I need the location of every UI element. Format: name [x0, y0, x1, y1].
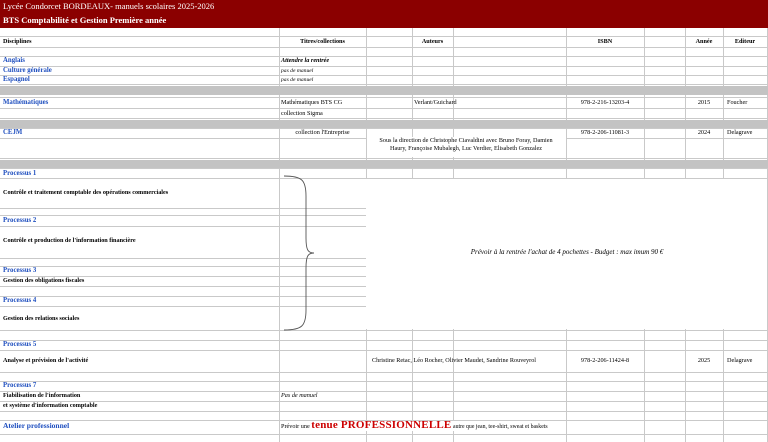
- processus-7-desc-line1: Fiabilisation de l'information: [3, 392, 81, 399]
- grid-hline: [0, 36, 768, 37]
- grid-hline: [0, 372, 768, 373]
- culture-title: pas de manuel: [281, 68, 314, 74]
- processus-2-label: Processus 2: [3, 217, 37, 224]
- atelier-note: [281, 421, 550, 431]
- separator-band: [0, 86, 768, 95]
- processus-4-desc: Gestion des relations sociales: [3, 315, 80, 322]
- processus-5-authors: Christine Retac, Léo Rocher, Olivier Maudet, Sandrine Rouveyrol: [372, 357, 537, 364]
- processus-5-publisher: Delagrave: [727, 357, 753, 364]
- col-header-editeur: Editeur: [734, 38, 756, 45]
- processus-7-title: Pas de manuel: [281, 392, 318, 399]
- maths-authors: Verlant/Guichard: [414, 99, 457, 106]
- grid-hline: [0, 168, 768, 169]
- discipline-atelier: Atelier professionnel: [3, 421, 70, 430]
- maths-year: 2015: [697, 99, 711, 106]
- anglais-title: Attendre la rentrée: [281, 57, 330, 64]
- grid-hline: [0, 411, 768, 412]
- maths-isbn: 978-2-216-13203-4: [580, 99, 630, 106]
- espagnol-title: pas de manuel: [281, 77, 314, 83]
- processus-5-isbn: 978-2-206-11424-8: [580, 357, 630, 364]
- grid-hline: [0, 158, 768, 159]
- atelier-pre: Prévoir une: [281, 423, 310, 430]
- discipline-maths: Mathématiques: [3, 99, 49, 106]
- maths-publisher: Foucher: [727, 99, 748, 106]
- budget-note: Prévoir à la rentrée l'achat de 4 pochettes - Budget : max imum 90 €: [470, 248, 664, 256]
- sheet-subtitle: BTS Comptabilité et Gestion Première année: [0, 14, 768, 28]
- grid-hline: [0, 340, 768, 341]
- col-header-annee: Année: [695, 38, 713, 45]
- processus-3-label: Processus 3: [3, 267, 37, 274]
- processus-1-label: Processus 1: [3, 170, 37, 177]
- grid-hline: [0, 97, 768, 98]
- col-header-isbn: ISBN: [597, 38, 613, 45]
- grid-hline: [0, 47, 768, 48]
- discipline-cejm: CEJM: [3, 129, 23, 136]
- discipline-culture: Culture générale: [3, 67, 52, 74]
- maths-title2: collection Sigma: [281, 110, 323, 117]
- grid-hline: [0, 84, 768, 85]
- grid-hline: [0, 391, 768, 392]
- processus-7-desc-line2: et système d'information comptable: [3, 402, 98, 409]
- col-header-auteurs: Auteurs: [421, 38, 444, 45]
- atelier-post: autre que jean, tee-shirt, sweat et baskets: [453, 424, 548, 430]
- sheet-title: Lycée Condorcet BORDEAUX- manuels scolaires 2025-2026: [0, 0, 768, 14]
- atelier-emphasis: tenue PROFESSIONNELLE: [311, 419, 452, 431]
- grid-hline: [0, 401, 768, 402]
- discipline-anglais: Anglais: [3, 57, 25, 64]
- grid-hline: [0, 118, 768, 119]
- grid-hline: [0, 108, 768, 109]
- cejm-authors-line2: Haury, Françoise Mubalegh, Luc Verdier, Elisabeth Gonzalez: [390, 145, 542, 152]
- grid-hline: [0, 75, 768, 76]
- grid-hline: [0, 381, 768, 382]
- grid-hline: [0, 330, 768, 331]
- grid-hline: [0, 434, 768, 435]
- maths-title: Mathématiques BTS CG: [281, 99, 343, 106]
- col-header-disciplines: Disciplines: [3, 38, 32, 45]
- cejm-title: collection l'Entreprise: [295, 129, 350, 136]
- cejm-year: 2024: [697, 129, 711, 136]
- discipline-espagnol: Espagnol: [3, 76, 30, 83]
- processus-5-desc: Analyse et prévision de l'activité: [3, 357, 89, 364]
- processus-5-label: Processus 5: [3, 341, 37, 348]
- cejm-publisher: Delagrave: [727, 129, 753, 136]
- separator-band: [0, 160, 768, 168]
- processus-2-desc: Contrôle et production de l'information financière: [3, 237, 136, 244]
- processus-3-desc: Gestion des obligations fiscales: [3, 277, 85, 284]
- cejm-isbn: 978-2-206-11081-3: [580, 129, 630, 136]
- processus-4-label: Processus 4: [3, 297, 37, 304]
- processus-7-label: Processus 7: [3, 382, 37, 389]
- grid-hline: [0, 350, 768, 351]
- grid-hline: [0, 56, 768, 57]
- processus-1-desc: Contrôle et traitement comptable des opérations commerciales: [3, 189, 169, 196]
- processus-5-year: 2025: [697, 357, 711, 364]
- grid-hline: [0, 66, 768, 67]
- curly-brace-icon: [282, 174, 316, 332]
- col-header-titres: Titres/collections: [300, 38, 345, 45]
- grid-hline: [0, 128, 768, 129]
- separator-band: [0, 120, 768, 128]
- cejm-authors-line1: Sous la direction de Christophe Ciavaldini avec Bruno Foray, Damien: [379, 137, 553, 144]
